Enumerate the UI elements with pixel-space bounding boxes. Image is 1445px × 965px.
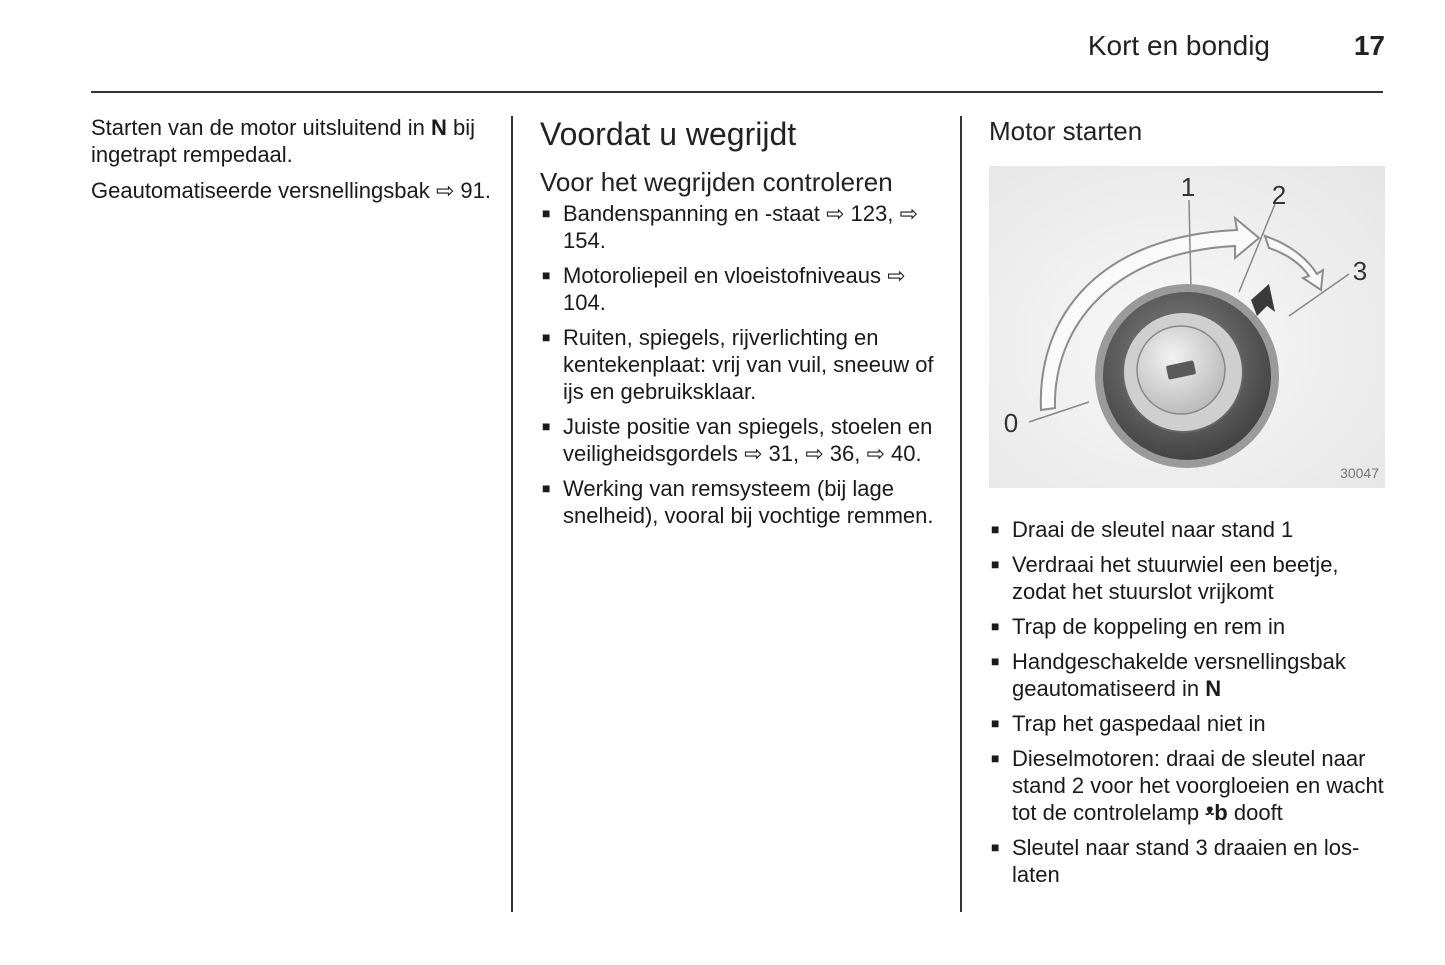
label-position-0: 0 <box>1003 408 1019 438</box>
glow-plug-icon: ᵜb <box>1205 800 1228 825</box>
paragraph-start-in-n: Starten van de motor uitsluitend in N bij ingetrapt rempedaal. <box>91 115 475 167</box>
checklist <box>540 200 940 529</box>
subsection-title: Voor het wegrijden controleren <box>540 167 893 197</box>
list-item: ■ Juiste positie van spiegels, stoelen en veiligheidsgordels ⇨ 31, ⇨ 36, ⇨ 40. <box>540 413 940 467</box>
section-title: Voordat u wegrijdt <box>540 116 797 152</box>
list-item: ■ Werking van remsysteem (bij lage snelheid), vooral bij vochtige remmen. <box>540 475 940 529</box>
figure-code: 30047 <box>1340 465 1379 481</box>
list-item: ■ Draai de sleutel naar stand 1 <box>989 516 1385 543</box>
page-number: 17 <box>1353 30 1385 61</box>
column-2 <box>540 114 940 537</box>
list-item: ■ Trap de koppeling en rem in <box>989 613 1385 640</box>
list-item: ■ Bandenspanning en -staat ⇨ 123, ⇨ 154. <box>540 200 940 254</box>
list-item: ■ Verdraai het stuurwiel een beetje, zodat het stuurslot vrijkomt <box>989 551 1385 605</box>
column-divider-left <box>511 116 513 912</box>
label-position-1: 1 <box>1180 172 1196 202</box>
ignition-diagram-svg <box>989 166 1385 488</box>
ignition-diagram <box>989 166 1385 488</box>
list-item: ■ Dieselmotoren: draai de sleutel naar stand 2 voor het voorgloeien en wacht tot de controlelamp ᵜb dooft <box>989 745 1385 826</box>
list-item: ■ Trap het gaspedaal niet in <box>989 710 1385 737</box>
gear-n-label: N <box>1205 676 1222 701</box>
label-position-3: 3 <box>1352 256 1368 286</box>
list-item: ■ Handgeschakelde versnellingsbak geautomatiseerd in N <box>989 648 1385 702</box>
list-item: ■ Ruiten, spiegels, rijverlichting en kentekenplaat: vrij van vuil, sneeuw of ijs en gebruiksklaar. <box>540 324 940 405</box>
header-divider <box>91 91 1383 93</box>
page-reference-link[interactable]: ⇨ 91. <box>435 178 491 203</box>
section-title-motor-starten: Motor starten <box>989 116 1143 146</box>
start-steps-list <box>989 516 1385 888</box>
column-1 <box>91 114 491 213</box>
gear-n-label: N <box>430 115 447 140</box>
column-divider-right <box>960 116 962 912</box>
list-item: ■ Sleutel naar stand 3 draaien en loslaten <box>989 834 1385 888</box>
running-header-title: Kort en bondig <box>1087 30 1270 61</box>
paragraph-automated-gearbox: Geautomatiseerde versnellingsbak ⇨ 91. <box>91 178 491 203</box>
column-3 <box>989 114 1385 896</box>
list-item: ■ Motoroliepeil en vloeistofniveaus ⇨ 104. <box>540 262 940 316</box>
label-position-2: 2 <box>1271 180 1287 210</box>
